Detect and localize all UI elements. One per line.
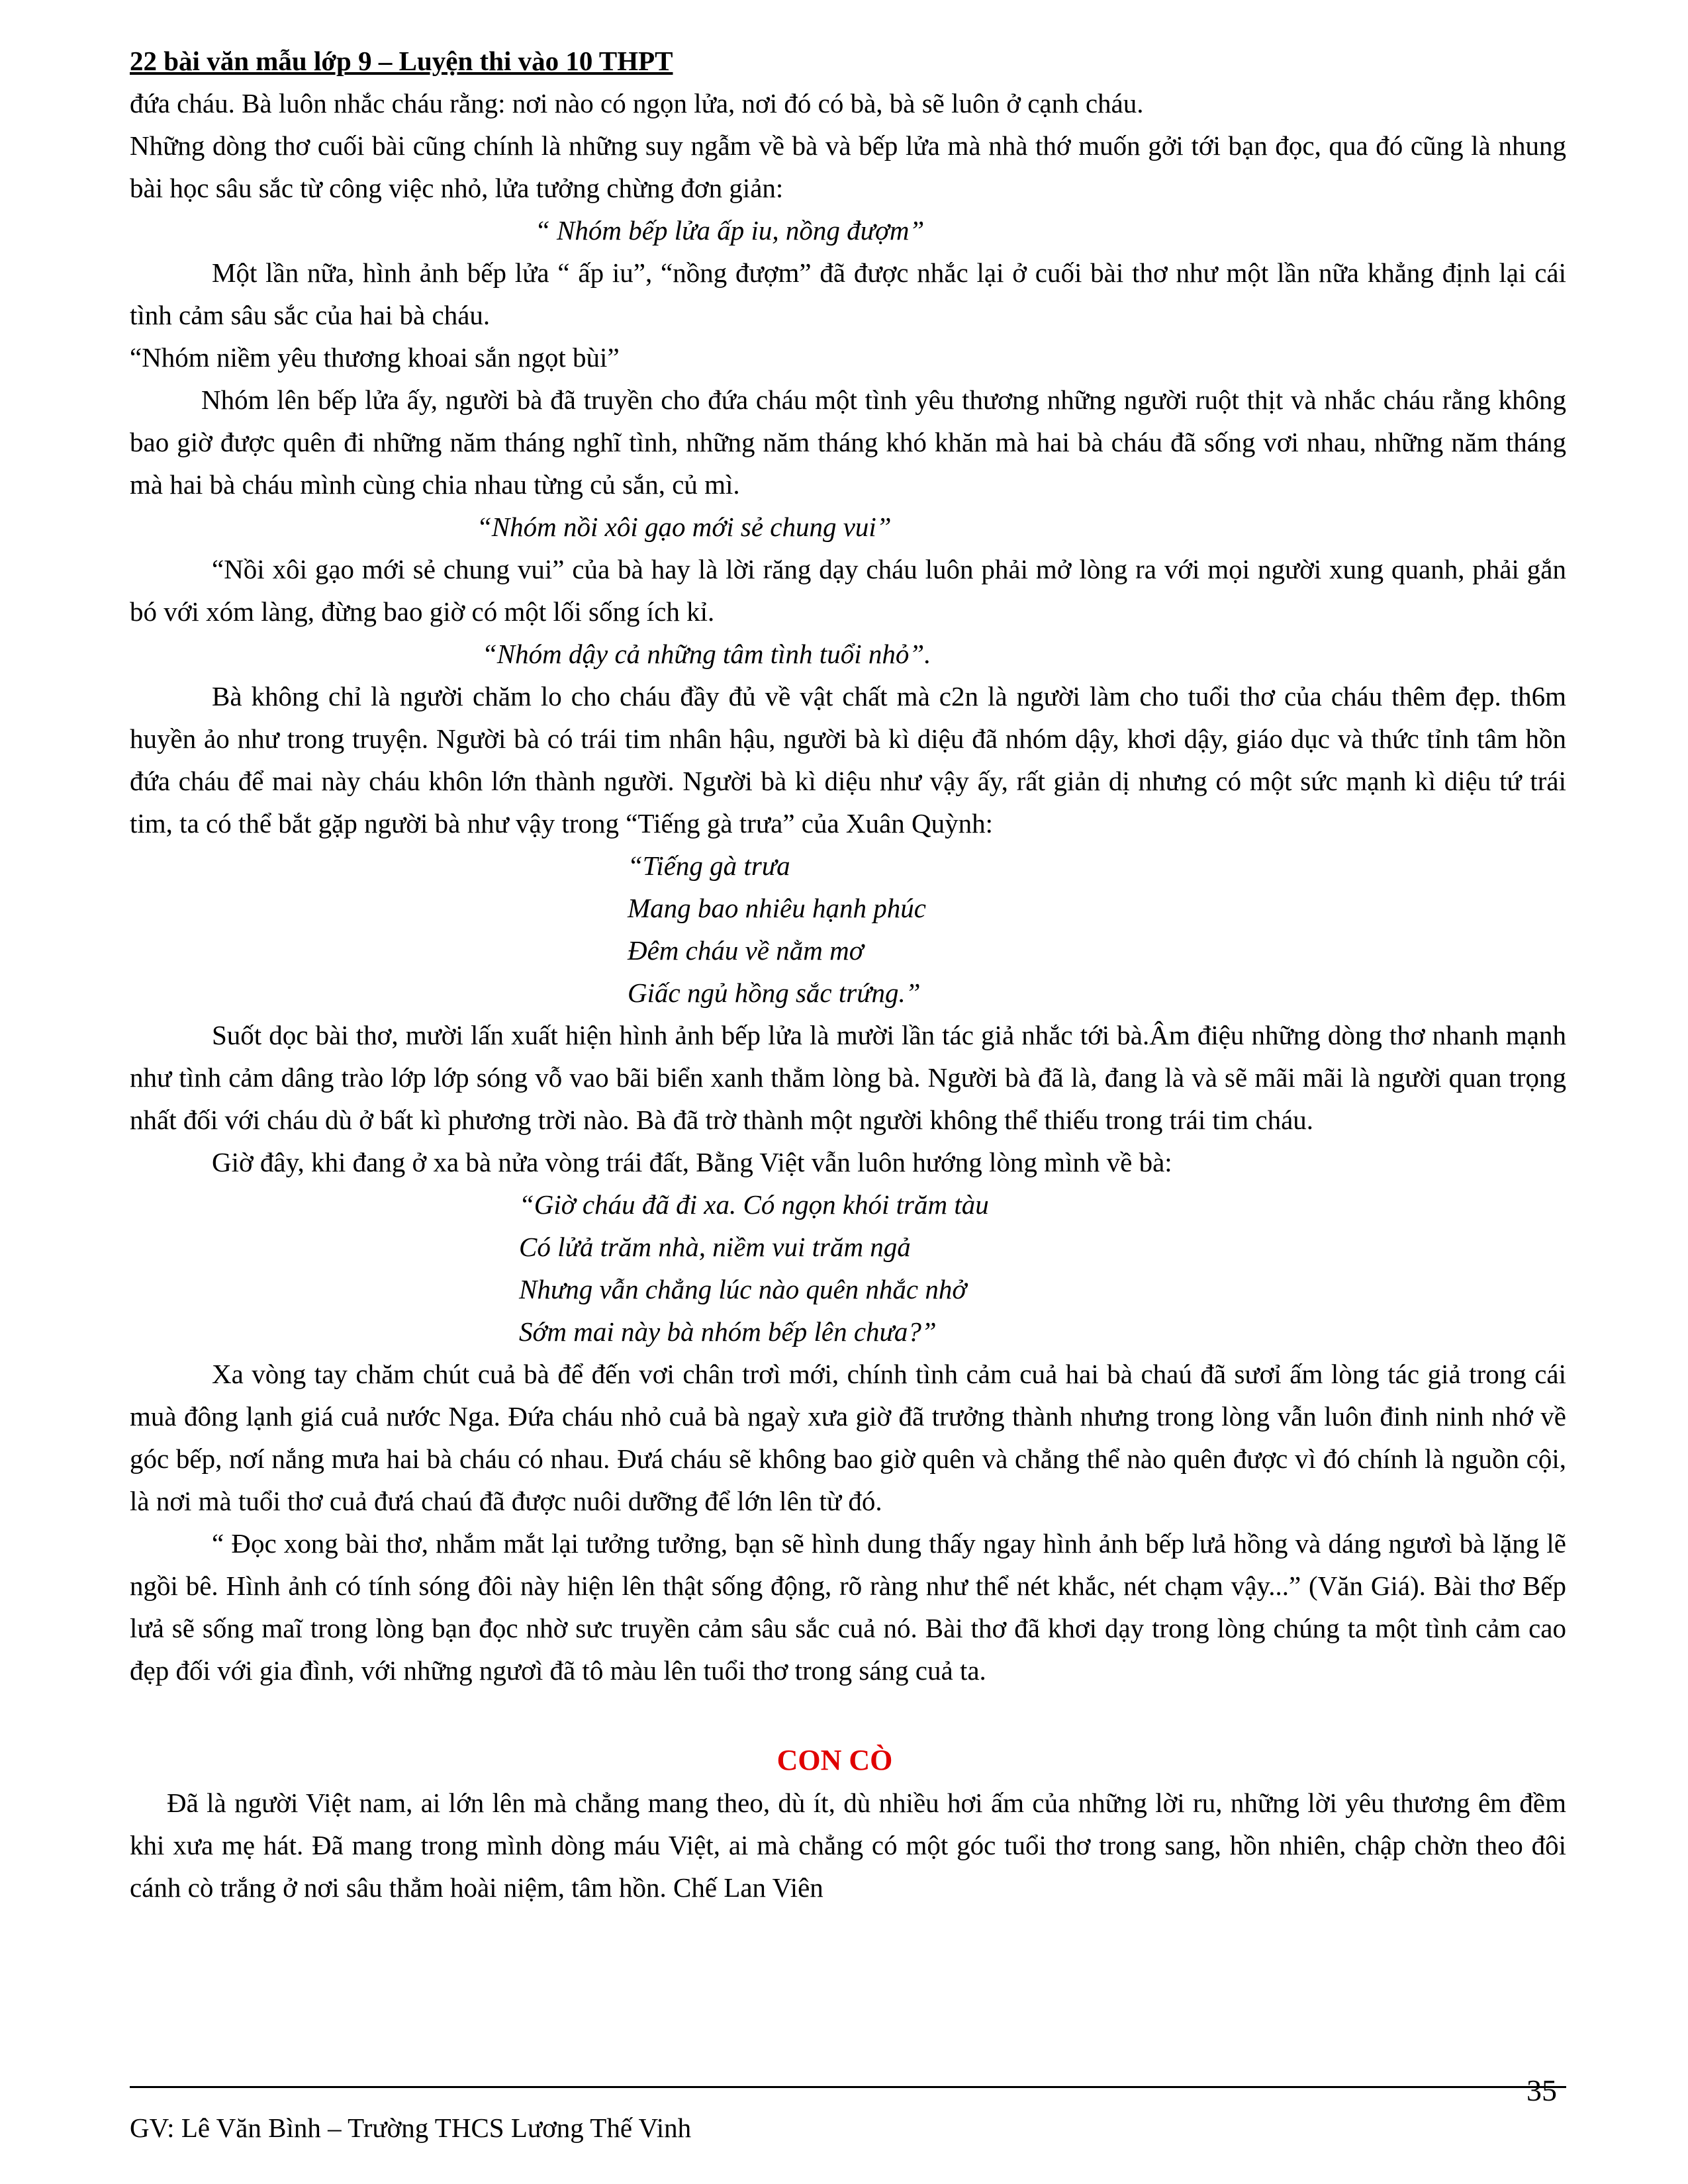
paragraph: Nhóm lên bếp lửa ấy, người bà đã truyền cho đứa cháu một tình yêu thương những người ruột thịt và nhắc cháu rằng không bao giờ được quên đi những năm tháng nghĩ tình, những năm tháng khó khăn mà hai bà cháu đã sống vơi nhau, những năm tháng mà hai bà cháu mình cùng chia nhau từng củ sắn, củ mì. bbox=[130, 385, 1566, 500]
quoted-verse: “ Nhóm bếp lửa ấp iu, nồng đượm” bbox=[535, 215, 925, 246]
section-gap bbox=[130, 1692, 1566, 1739]
quoted-verse-plain: “Nhóm niềm yêu thương khoai sắn ngọt bùi” bbox=[130, 342, 620, 373]
poem-line: “Tiếng gà trưa bbox=[628, 850, 790, 881]
paragraph: Bà không chỉ là người chăm lo cho cháu đầy đủ về vật chất mà c2n là người làm cho tuổi thơ của cháu thêm đẹp. th6m huyền ảo như trong truyện. Người bà có trái tim nhân hậu, người bà kì diệu đã nhóm dậy, khơi dậy, giáo dục và thức tỉnh tâm hồn đứa cháu để mai này cháu khôn lớn thành người. Người bà kì diệu như vậy ấy, rất giản dị nhưng có một sức mạnh kì diệu tứ trái tim, ta có thể bắt gặp người bà như vậy trong “Tiếng gà trưa” của Xuân Quỳnh: bbox=[130, 681, 1566, 839]
document-header-title: 22 bài văn mẫu lớp 9 – Luyện thi vào 10 THPT bbox=[130, 46, 673, 76]
poem-line: “Giờ cháu đã đi xa. Có ngọn khói trăm tàu bbox=[519, 1189, 989, 1220]
paragraph: “ Đọc xong bài thơ, nhắm mắt lại tưởng tưởng, bạn sẽ hình dung thấy ngay hình ảnh bếp lưả hồng và dáng ngươì bà lặng lẽ ngồi bê. Hình ảnh có tính sóng đôi này hiện lên thật sống động, rõ ràng như thể nét khắc, nét chạm vậy...” (Văn Giá). Bài thơ Bếp lưả sẽ sống maĩ trong lòng bạn đọc nhờ sưc truyền cảm sâu sắc cuả nó. Bài thơ đã khơi dạy trong lòng chúng ta một tình cảm cao đẹp đối với gia đình, với những ngươì đã tô màu lên tuổi thơ trong sáng cuả ta. bbox=[130, 1528, 1566, 1686]
poem-line: Sớm mai này bà nhóm bếp lên chưa?” bbox=[519, 1316, 937, 1347]
page-number: 35 bbox=[1526, 2073, 1557, 2107]
poem-line: Giấc ngủ hồng sắc trứng.” bbox=[628, 978, 921, 1008]
poem-line: Nhưng vẫn chẳng lúc nào quên nhắc nhở bbox=[519, 1274, 967, 1304]
paragraph: Suốt dọc bài thơ, mười lấn xuất hiện hình ảnh bếp lửa là mười lần tác giả nhắc tới bà.Âm điệu những dòng thơ nhanh mạnh như tình cảm dâng trào lớp lớp sóng vỗ vao bãi biển xanh thẳm lòng bà. Người bà đã là, đang là và sẽ mãi mãi là người quan trọng nhất đối với cháu dù ở bất kì phương trời nào. Bà đã trờ thành một người không thể thiếu trong trái tim cháu. bbox=[130, 1020, 1566, 1135]
paragraph: Đã là người Việt nam, ai lớn lên mà chẳng mang theo, dù ít, dù nhiều hơi ấm của những lời ru, những lời yêu thương êm đềm khi xưa mẹ hát. Đã mang trong mình dòng máu Việt, ai mà chẳng có một góc tuổi thơ trong sang, hồn nhiên, chập chờn theo đôi cánh cò trắng ở nơi sâu thẳm hoài niệm, tâm hồn. Chế Lan Viên bbox=[130, 1788, 1566, 1903]
page-content bbox=[130, 40, 1566, 1909]
paragraph: Xa vòng tay chăm chút cuả bà để đến vơi chân trơì mới, chính tình cảm cuả hai bà chaú đã sươỉ ấm lòng tác giả trong cái muà đông lạnh giá cuả nước Nga. Đứa cháu nhỏ cuả bà ngaỳ xưa giờ đã trưởng thành nhưng trong lòng vẫn luôn đinh ninh nhớ về góc bếp, nơí nắng mưa hai bà cháu có nhau. Đưá cháu sẽ không bao giờ quên và chẳng thể nào quên được vì đó chính là nguồn cội, là nơi mà tuổi thơ cuả đưá chaú đã được nuôi dưỡng để lớn lên từ đó. bbox=[130, 1359, 1566, 1516]
paragraph: đứa cháu. Bà luôn nhắc cháu rằng: nơi nào có ngọn lửa, nơi đó có bà, bà sẽ luôn ở cạnh cháu. bbox=[130, 88, 1144, 118]
quoted-verse: “Nhóm nồi xôi gạo mới sẻ chung vui” bbox=[477, 512, 892, 542]
paragraph: Một lần nữa, hình ảnh bếp lửa “ ấp iu”, “nồng đượm” đã được nhắc lại ở cuối bài thơ như một lần nữa khẳng định lại cái tình cảm sâu sắc của hai bà cháu. bbox=[130, 257, 1566, 330]
poem-line: Mang bao nhiêu hạnh phúc bbox=[628, 893, 926, 923]
quoted-verse: “Nhóm dậy cả những tâm tình tuổi nhỏ”. bbox=[482, 639, 931, 669]
paragraph: Giờ đây, khi đang ở xa bà nửa vòng trái đất, Bằng Việt vẫn luôn hướng lòng mình về bà: bbox=[212, 1147, 1172, 1177]
poem-line: Có lửả trăm nhà, niềm vui trăm ngả bbox=[519, 1232, 911, 1262]
footer-divider bbox=[130, 2086, 1566, 2088]
paragraph: “Nồi xôi gạo mới sẻ chung vui” của bà hay là lời răng dạy cháu luôn phải mở lòng ra với mọi người xung quanh, phải gắn bó với xóm làng, đừng bao giờ có một lối sống ích kỉ. bbox=[130, 554, 1566, 627]
poem-line: Đêm cháu về nằm mơ bbox=[628, 935, 864, 966]
paragraph: Những dòng thơ cuối bài cũng chính là những suy ngẫm về bà và bếp lửa mà nhà thớ muốn gởi tới bạn đọc, qua đó cũng là nhung bài học sâu sắc từ công việc nhỏ, lửa tưởng chừng đơn giản: bbox=[130, 130, 1566, 203]
footer-text: GV: Lê Văn Bình – Trường THCS Lương Thế Vinh bbox=[130, 2113, 692, 2143]
section-title: CON CÒ bbox=[776, 1744, 893, 1776]
